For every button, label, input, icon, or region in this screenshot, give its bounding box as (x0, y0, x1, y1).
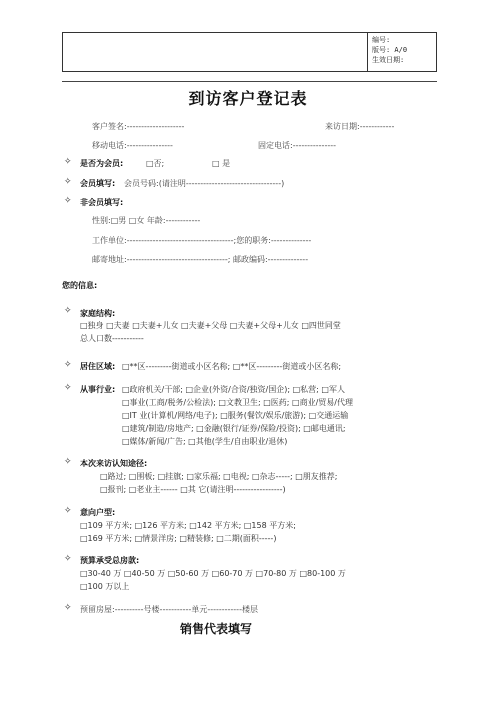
page-title: 到访客户登记表 (188, 89, 308, 108)
address-field[interactable]: 邮寄地址:-----------------------------------; 邮政编码:-------------- (92, 255, 309, 264)
bullet-icon: ✧ (64, 457, 72, 467)
member-no-checkbox[interactable]: □否; (146, 159, 165, 168)
header-blank-cell (63, 33, 368, 72)
budget-options[interactable]: □100 万以上 (80, 582, 130, 591)
reserve-field[interactable]: 预留房屋:----------号楼-----------单元------------楼层 (80, 605, 258, 614)
area-label: 居住区域: (80, 362, 116, 371)
unit-type-label: 意向户型: (80, 508, 116, 517)
industry-options[interactable]: □政府机关/干部; □企业(外资/合资/独资/国企); □私营; □军人 (122, 385, 345, 394)
unit-type-options[interactable]: □109 平方米; □126 平方米; □142 平方米; □158 平方米; (80, 521, 296, 530)
bullet-icon: ✧ (64, 157, 72, 167)
bullet-icon: ✧ (64, 506, 72, 516)
channel-options[interactable]: □报刊; □老业主------ □其 它(请注明-----------------) (100, 485, 286, 494)
family-options[interactable]: □独身 □夫妻 □夫妻+儿女 □夫妻+父母 □夫妻+父母+儿女 □四世同堂 (80, 321, 341, 330)
header-meta-cell (368, 33, 437, 72)
meta-effective-date: 生效日期: (372, 56, 405, 64)
bullet-icon: ✧ (64, 383, 72, 393)
sales-section-title: 销售代表填写 (180, 622, 253, 636)
bullet-icon: ✧ (64, 196, 72, 206)
industry-options[interactable]: □IT 业(计算机/网络/电子); □服务(餐饮/娱乐/旅游); □交通运输 (122, 411, 349, 420)
member-fill-label: 会员填写: (80, 179, 116, 188)
bullet-icon: ✧ (64, 603, 72, 613)
bullet-icon: ✧ (64, 177, 72, 187)
industry-options[interactable]: □建筑/制造/房地产; □金融(银行/证券/保险/投资); □邮电通讯; (122, 424, 346, 433)
mobile-field[interactable]: 移动电话:---------------- (92, 141, 173, 150)
budget-label: 预算承受总房款: (80, 556, 140, 565)
bullet-icon: ✧ (64, 306, 72, 316)
work-field[interactable]: 工作单位:-------------------------------------;您的职务:-------------- (92, 236, 312, 245)
member-yes-checkbox[interactable]: □ 是 (212, 159, 231, 168)
budget-options[interactable]: □30-40 万 □40-50 万 □50-60 万 □60-70 万 □70-80 万 □80-100 万 (80, 569, 346, 578)
meta-version: 版号: A/0 (372, 46, 408, 54)
industry-label: 从事行业: (80, 385, 116, 394)
family-total-field[interactable]: 总人口数----------- (80, 334, 144, 343)
section-your-info: 您的信息: (62, 281, 98, 290)
channel-options[interactable]: □路过; □围板; □挂旗; □家乐福; □电视; □杂志-----; □朋友推荐; (100, 472, 338, 481)
visit-date-field[interactable]: 来访日期:------------ (325, 122, 395, 131)
member-number-field[interactable]: 会员号码:(请注明---------------------------------) (124, 179, 285, 188)
industry-options[interactable]: □事业(工商/税务/公检法); □文教卫生; □医药; □商业/贸易/代理 (122, 398, 353, 407)
is-member-label: 是否为会员: (80, 159, 124, 168)
customer-sign-field[interactable]: 客户签名:-------------------- (92, 122, 185, 131)
family-label: 家庭结构: (80, 309, 116, 318)
nonmember-fill-label: 非会员填写: (80, 198, 124, 207)
meta-code: 编号: (372, 36, 391, 44)
area-options[interactable]: □**区---------街道或小区名称; □**区---------街道或小区名称; (122, 362, 342, 371)
gender-age-field[interactable]: 性别:□男 □女 年龄:------------ (92, 216, 201, 225)
industry-options[interactable]: □媒体/新闻/广告; □其他(学生/自由职业/退休) (122, 437, 288, 446)
bullet-icon: ✧ (64, 554, 72, 564)
header-table (62, 32, 437, 72)
channel-label: 本次来访认知途径: (80, 459, 148, 468)
bullet-icon: ✧ (64, 360, 72, 370)
unit-type-options[interactable]: □169 平方米; □情景洋房; □精装修; □二期(面积-----) (80, 534, 277, 543)
phone-field[interactable]: 固定电话:--------------- (258, 141, 336, 150)
header-divider (62, 81, 437, 82)
